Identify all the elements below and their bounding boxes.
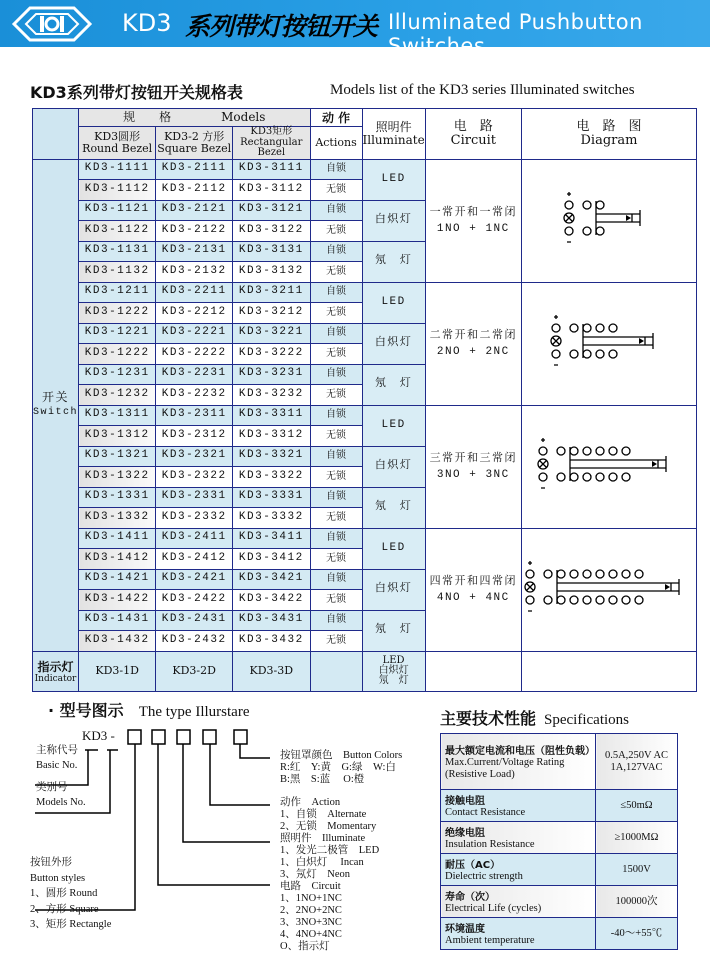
styles-item: 1、圆形 Round — [30, 888, 98, 899]
illuminate-value: LED — [362, 282, 425, 323]
spec-row — [441, 854, 678, 886]
round-bezel-header: KD3圆形 Round Bezel — [79, 127, 156, 160]
rect-model: KD3-3412 — [233, 549, 311, 570]
circuit-diagram — [521, 159, 696, 282]
action-value: 自锁 — [310, 200, 362, 221]
rect-bezel-header: KD3矩形 Rectangular Bezel — [233, 127, 311, 160]
square-model: KD3-2431 — [156, 610, 233, 631]
round-model: KD3-1111 — [79, 159, 156, 180]
action-value: 无锁 — [310, 467, 362, 488]
action-value: 自锁 — [310, 364, 362, 385]
styles-item: 按钮外形 — [30, 857, 72, 868]
spec-value: 1500V — [596, 854, 678, 886]
action-value: 无锁 — [310, 221, 362, 242]
circuit-value: 三常开和三常闭 3NO + 3NC — [425, 405, 521, 528]
round-model: KD3-1312 — [79, 426, 156, 447]
spec-row — [441, 734, 678, 790]
actions-header-cn: 动 作 — [310, 109, 362, 127]
circuit-diagram-2-pole — [548, 311, 670, 371]
spec-value: ≥1000MΩ — [596, 822, 678, 854]
action-value: 自锁 — [310, 241, 362, 262]
illuminate-item: 1、白炽灯 Incan — [280, 857, 364, 868]
action-value: 无锁 — [310, 631, 362, 652]
spec-label: 寿命（次） Electrical Life (cycles) — [441, 886, 596, 918]
action-value: 自锁 — [310, 610, 362, 631]
rect-model: KD3-3321 — [233, 446, 311, 467]
type-code: KD3 - — [82, 728, 115, 743]
spec-row — [441, 886, 678, 918]
illuminate-value: 氖 灯 — [362, 241, 425, 282]
square-model: KD3-2212 — [156, 303, 233, 324]
action-value: 自锁 — [310, 159, 362, 180]
models-no-label: 类别号 Models No. — [36, 782, 86, 808]
illuminate-value: 白炽灯 — [362, 446, 425, 487]
rect-model: KD3-3212 — [233, 303, 311, 324]
square-model: KD3-2421 — [156, 569, 233, 590]
illuminate-value: 氖 灯 — [362, 487, 425, 528]
circuit-item: 2、2NO+2NC — [280, 905, 342, 916]
actions-header-en: Actions — [310, 127, 362, 160]
square-model: KD3-2221 — [156, 323, 233, 344]
action-value: 自锁 — [310, 323, 362, 344]
illuminate-value: LED — [362, 405, 425, 446]
spec-label: 最大额定电流和电压（阻性负载） Max.Current/Voltage Rating (Resistive Load) — [441, 734, 596, 790]
square-model: KD3-2121 — [156, 200, 233, 221]
round-model: KD3-1222 — [79, 344, 156, 365]
illuminate-value: 氖 灯 — [362, 610, 425, 651]
indicator-label: 指示灯 Indicator — [33, 651, 79, 691]
rect-model: KD3-3211 — [233, 282, 311, 303]
rect-model: KD3-3311 — [233, 405, 311, 426]
spec-row — [441, 822, 678, 854]
rect-model: KD3-3431 — [233, 610, 311, 631]
indicator-rect-model: KD3-3D — [233, 651, 311, 691]
square-model: KD3-2132 — [156, 262, 233, 283]
round-model: KD3-1231 — [79, 364, 156, 385]
square-model: KD3-2112 — [156, 180, 233, 201]
action-value: 无锁 — [310, 549, 362, 570]
models-table — [32, 108, 697, 692]
round-model: KD3-1311 — [79, 405, 156, 426]
square-bezel-header: KD3-2 方形 Square Bezel — [156, 127, 233, 160]
illuminate-value: LED — [362, 159, 425, 200]
round-model: KD3-1331 — [79, 487, 156, 508]
action-item: 动作 Action — [280, 797, 341, 808]
action-value: 无锁 — [310, 590, 362, 611]
round-model: KD3-1222 — [79, 303, 156, 324]
round-model: KD3-1321 — [79, 446, 156, 467]
table-title-en: Models list of the KD3 series Illuminated switches — [330, 82, 635, 98]
action-value: 无锁 — [310, 344, 362, 365]
circuit-item: 3、3NO+3NC — [280, 917, 342, 928]
rect-model: KD3-3312 — [233, 426, 311, 447]
spec-label: 接触电阻 Contact Resistance — [441, 790, 596, 822]
models-header: 规 格 Models — [79, 109, 311, 127]
round-model: KD3-1322 — [79, 467, 156, 488]
action-value: 无锁 — [310, 262, 362, 283]
spec-row — [441, 918, 678, 950]
action-value: 无锁 — [310, 508, 362, 529]
rect-model: KD3-3432 — [233, 631, 311, 652]
circuit-item: 1、1NO+1NC — [280, 893, 342, 904]
round-model: KD3-1221 — [79, 323, 156, 344]
circuit-item: O、指示灯 — [280, 941, 330, 952]
rect-model: KD3-3331 — [233, 487, 311, 508]
rect-model: KD3-3232 — [233, 385, 311, 406]
banner-title-en: Illuminated Pushbutton Switches — [388, 10, 643, 58]
spec-value: 100000次 — [596, 886, 678, 918]
action-value: 无锁 — [310, 180, 362, 201]
action-value: 自锁 — [310, 528, 362, 549]
spec-label: 耐压（AC） Dielectric strength — [441, 854, 596, 886]
action-list — [280, 797, 376, 833]
corner-cell — [33, 109, 79, 160]
square-model: KD3-2331 — [156, 487, 233, 508]
styles-item: 3、矩形 Rectangle — [30, 919, 112, 930]
type-illustration-title: · 型号图示 The type Illurstare — [48, 701, 250, 720]
square-model: KD3-2122 — [156, 221, 233, 242]
illuminate-value: 白炽灯 — [362, 200, 425, 241]
rect-model: KD3-3231 — [233, 364, 311, 385]
square-model: KD3-2432 — [156, 631, 233, 652]
spec-value: 0.5A,250V AC 1A,127VAC — [596, 734, 678, 790]
illuminate-value: 白炽灯 — [362, 569, 425, 610]
colors-item: B:黑 S:蓝 O:橙 — [280, 774, 365, 785]
spec-row — [441, 790, 678, 822]
illuminate-item: 1、发光二极管 LED — [280, 845, 380, 856]
circuit-diagram — [521, 282, 696, 405]
table-row — [33, 159, 697, 180]
illuminate-value: 白炽灯 — [362, 323, 425, 364]
round-model: KD3-1411 — [79, 528, 156, 549]
circuit-value: 一常开和一常闭 1NO + 1NC — [425, 159, 521, 282]
rect-model: KD3-3332 — [233, 508, 311, 529]
circuit-item: 4、4NO+4NC — [280, 929, 342, 940]
action-value: 自锁 — [310, 446, 362, 467]
rect-model: KD3-3112 — [233, 180, 311, 201]
specs-title: 主要技术性能 Specifications — [440, 709, 629, 728]
action-value: 自锁 — [310, 569, 362, 590]
rect-model: KD3-3422 — [233, 590, 311, 611]
round-model: KD3-1122 — [79, 221, 156, 242]
rect-model: KD3-3411 — [233, 528, 311, 549]
action-value: 无锁 — [310, 426, 362, 447]
brand-logo — [12, 6, 92, 42]
styles-item: 2、方形 Square — [30, 903, 99, 915]
indicator-diagram — [521, 651, 696, 691]
switch-label: 开关 Switch — [33, 159, 79, 651]
rect-model: KD3-3121 — [233, 200, 311, 221]
table-row — [33, 405, 697, 426]
rect-model: KD3-3111 — [233, 159, 311, 180]
square-model: KD3-2222 — [156, 344, 233, 365]
circuit-value: 二常开和二常闭 2NO + 2NC — [425, 282, 521, 405]
rect-model: KD3-3221 — [233, 323, 311, 344]
circuit-diagram-1-pole — [561, 188, 657, 248]
round-model: KD3-1421 — [79, 569, 156, 590]
circuit-diagram — [521, 528, 696, 651]
round-model: KD3-1112 — [79, 180, 156, 201]
table-row — [33, 528, 697, 549]
colors-item: R:红 Y:黄 G:绿 W:白 — [280, 762, 396, 773]
square-model: KD3-2232 — [156, 385, 233, 406]
indicator-row — [33, 651, 697, 691]
rect-model: KD3-3222 — [233, 344, 311, 365]
basic-no-label: 主称代号 Basic No. — [36, 745, 78, 771]
illuminate-list — [280, 833, 379, 881]
square-model: KD3-2231 — [156, 364, 233, 385]
square-model: KD3-2332 — [156, 508, 233, 529]
round-model: KD3-1131 — [79, 241, 156, 262]
round-model: KD3-1422 — [79, 590, 156, 611]
action-value: 无锁 — [310, 303, 362, 324]
action-value: 自锁 — [310, 405, 362, 426]
indicator-illuminate: LED 白炽灯 氖 灯 — [362, 651, 425, 691]
square-model: KD3-2321 — [156, 446, 233, 467]
square-model: KD3-2131 — [156, 241, 233, 262]
colors-item: 按钮罩颜色 Button Colors — [280, 750, 403, 761]
illuminate-item: 3、氖灯 Neon — [280, 869, 350, 880]
rect-model: KD3-3131 — [233, 241, 311, 262]
round-model: KD3-1132 — [79, 262, 156, 283]
round-model: KD3-1211 — [79, 282, 156, 303]
header-banner — [0, 0, 710, 58]
diagram-header: 电 路 图 Diagram — [521, 109, 696, 160]
round-model: KD3-1432 — [79, 631, 156, 652]
square-model: KD3-2322 — [156, 467, 233, 488]
indicator-square-model: KD3-2D — [156, 651, 233, 691]
circuit-diagram-4-pole — [522, 557, 696, 617]
illuminate-value: 氖 灯 — [362, 364, 425, 405]
table-row — [33, 282, 697, 303]
square-model: KD3-2311 — [156, 405, 233, 426]
illuminate-value: LED — [362, 528, 425, 569]
button-styles-list — [30, 855, 111, 933]
round-model: KD3-1431 — [79, 610, 156, 631]
square-model: KD3-2411 — [156, 528, 233, 549]
action-value: 自锁 — [310, 282, 362, 303]
circuit-diagram-3-pole — [535, 434, 683, 494]
circuit-list — [280, 881, 342, 953]
indicator-round-model: KD3-1D — [79, 651, 156, 691]
specs-table — [440, 733, 678, 950]
spec-label: 环境温度 Ambient temperature — [441, 918, 596, 950]
circuit-item: 电路 Circuit — [280, 881, 341, 892]
spec-label: 绝缘电阻 Insulation Resistance — [441, 822, 596, 854]
action-item: 2、无锁 Momentary — [280, 821, 377, 832]
action-value: 自锁 — [310, 487, 362, 508]
illuminate-header: 照明件 Illuminate — [362, 109, 425, 160]
action-item: 1、自锁 Alternate — [280, 809, 367, 820]
button-colors-list — [280, 750, 402, 786]
round-model: KD3-1412 — [79, 549, 156, 570]
styles-item: Button styles — [30, 872, 86, 884]
square-model: KD3-2422 — [156, 590, 233, 611]
circuit-header: 电 路 Circuit — [425, 109, 521, 160]
rect-model: KD3-3421 — [233, 569, 311, 590]
table-title-cn: KD3系列带灯按钮开关规格表 — [30, 83, 243, 102]
banner-model: KD3 — [122, 9, 172, 37]
rect-model: KD3-3322 — [233, 467, 311, 488]
round-model: KD3-1232 — [79, 385, 156, 406]
spec-value: ≤50mΩ — [596, 790, 678, 822]
circuit-diagram — [521, 405, 696, 528]
rect-model: KD3-3122 — [233, 221, 311, 242]
spec-value: -40～+55℃ — [596, 918, 678, 950]
square-model: KD3-2412 — [156, 549, 233, 570]
circuit-value: 四常开和四常闭 4NO + 4NC — [425, 528, 521, 651]
indicator-action — [310, 651, 362, 691]
square-model: KD3-2211 — [156, 282, 233, 303]
square-model: KD3-2111 — [156, 159, 233, 180]
square-model: KD3-2312 — [156, 426, 233, 447]
illuminate-item: 照明件 Illuminate — [280, 833, 366, 844]
round-model: KD3-1332 — [79, 508, 156, 529]
round-model: KD3-1121 — [79, 200, 156, 221]
rect-model: KD3-3132 — [233, 262, 311, 283]
action-value: 无锁 — [310, 385, 362, 406]
indicator-circuit — [425, 651, 521, 691]
banner-title-cn: 系列带灯按钮开关 — [185, 12, 378, 41]
